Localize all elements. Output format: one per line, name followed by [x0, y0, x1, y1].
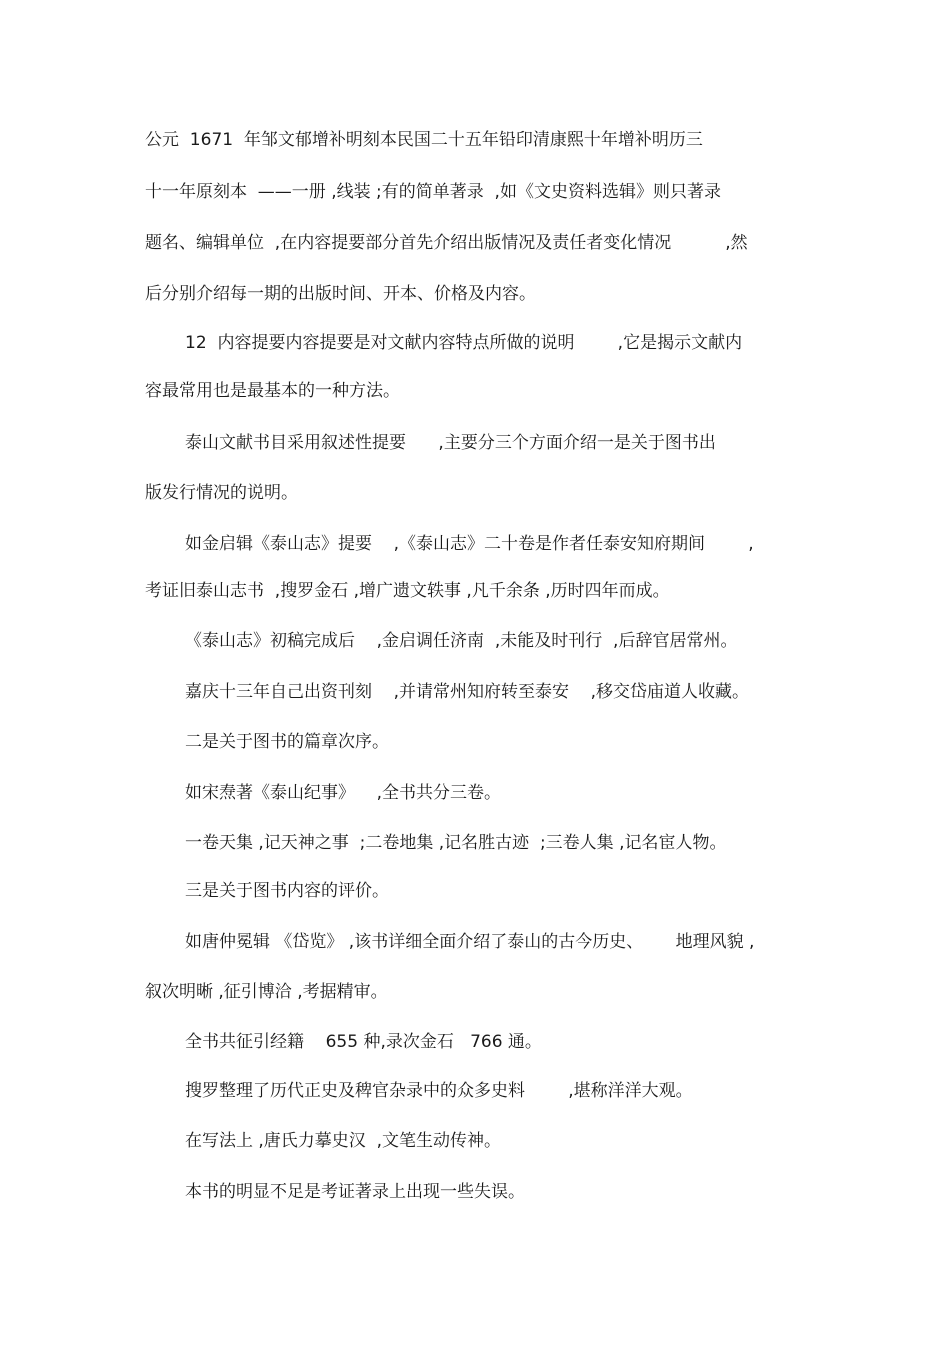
- text-line: 考证旧泰山志书 ,搜罗金石 ,增广遗文轶事 ,凡千余条 ,历时四年而成。: [145, 581, 670, 601]
- text-line: 题名、编辑单位 ,在内容提要部分首先介绍出版情况及责任者变化情况 ,然: [145, 233, 748, 253]
- text-line: 二是关于图书的篇章次序。: [185, 732, 389, 752]
- text-line: 在写法上 ,唐氏力摹史汉 ,文笔生动传神。: [185, 1131, 502, 1151]
- text-line: 本书的明显不足是考证著录上出现一些失误。: [185, 1182, 525, 1202]
- text-line: 如金启辑《泰山志》提要 ,《泰山志》二十卷是作者任泰安知府期间 ,: [185, 534, 754, 554]
- text-line: 公元 1671 年邹文郁增补明刻本民国二十五年铅印清康熙十年增补明历三: [145, 130, 703, 150]
- text-line: 一卷天集 ,记天神之事 ;二卷地集 ,记名胜古迹 ;三卷人集 ,记名宦人物。: [185, 833, 727, 853]
- text-line: 如宋焘著《泰山纪事》 ,全书共分三卷。: [185, 783, 502, 803]
- text-line: 版发行情况的说明。: [145, 483, 298, 503]
- text-line: 全书共征引经籍 655 种,录次金石 766 通。: [185, 1032, 542, 1052]
- text-line: 容最常用也是最基本的一种方法。: [145, 381, 400, 401]
- text-line: 如唐仲冕辑 《岱览》 ,该书详细全面介绍了泰山的古今历史、 地理风貌 ,: [185, 932, 755, 952]
- text-line: 嘉庆十三年自己出资刊刻 ,并请常州知府转至泰安 ,移交岱庙道人收藏。: [185, 682, 750, 702]
- text-line: 搜罗整理了历代正史及稗官杂录中的众多史料 ,堪称洋洋大观。: [185, 1081, 693, 1101]
- text-line: 泰山文献书目采用叙述性提要 ,主要分三个方面介绍一是关于图书出: [185, 433, 716, 453]
- text-line: 后分别介绍每一期的出版时间、开本、价格及内容。: [145, 284, 536, 304]
- text-line: 《泰山志》初稿完成后 ,金启调任济南 ,未能及时刊行 ,后辞官居常州。: [185, 631, 738, 651]
- text-line: 三是关于图书内容的评价。: [185, 881, 389, 901]
- text-line: 叙次明晰 ,征引博洽 ,考据精审。: [145, 982, 388, 1002]
- text-line: 十一年原刻本 ——一册 ,线装 ;有的简单著录 ,如《文史资料选辑》则只著录: [145, 182, 721, 202]
- text-line: 12 内容提要内容提要是对文献内容特点所做的说明 ,它是揭示文献内: [185, 333, 743, 353]
